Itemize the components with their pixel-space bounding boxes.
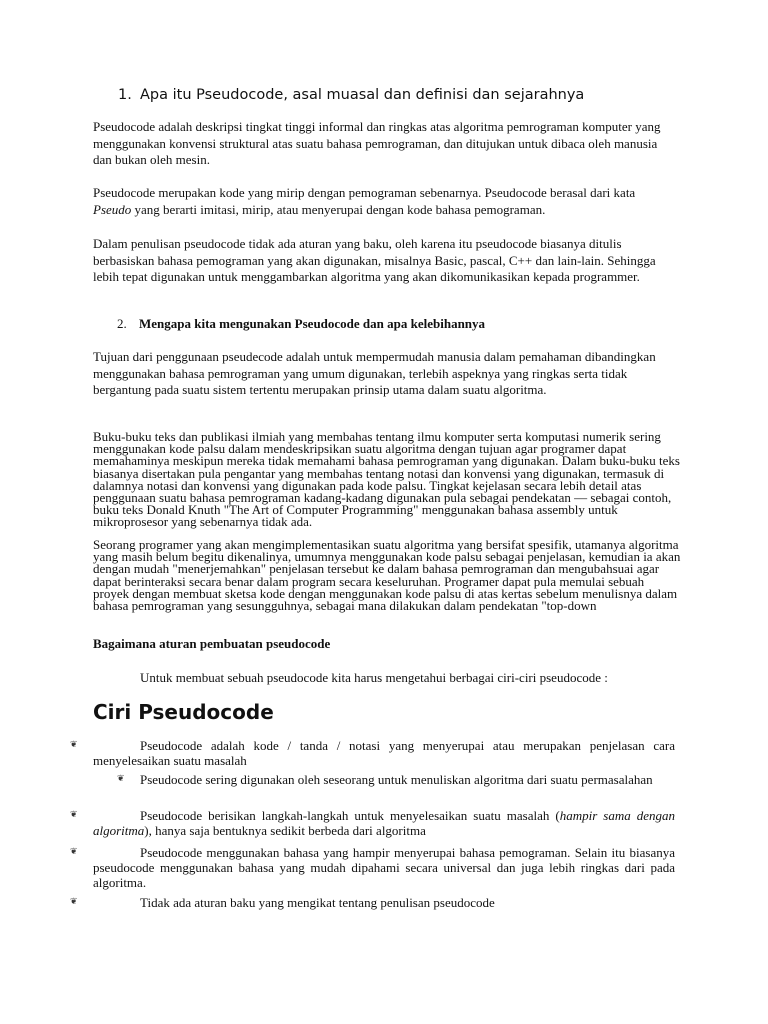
section-2-paragraph-1: Tujuan dari penggunaan pseudecode adalah untuk mempermudah manusia dalam pemahaman dibandingkan menggunakan bahasa pemrograman yang umum digunakan, terlebih aspeknya yang ringkas serta tidak bergantung pada suatu sistem tertentu merupakan prinsip utama dalam suatu algoritma.	[93, 349, 656, 397]
section-1-number: 1.	[118, 87, 132, 103]
section-1-paragraph-3: Dalam penulisan pseudocode tidak ada aturan yang baku, oleh karena itu pseudocode biasanya ditulis berbasiskan bahasa pemograman yang akan digunakan, misalnya Basic, pascal, C++ dan lain-lain. Sehingga lebih tepat digunakan untuk menggambarkan algoritma yang akan dikomunikasikan kepada programmer.	[93, 236, 656, 284]
ciri-heading: Ciri Pseudocode	[93, 700, 274, 724]
p2-emphasis: Pseudo	[93, 201, 132, 217]
section-2-paragraph-3: Seorang programer yang akan mengimplementasikan suatu algoritma yang bersifat spesifik, utamanya algoritma yang masih belum begitu dikenalinya, umumnya menggunakan kode palsu sebagai penjelasan, kemudian ia akan dengan mudah "menerjemahkan" penjelasan tersebut ke dalam bahasa pemrograman dan mengubahsuai agar dapat berinteraksi secara benar dalam program secara keseluruhan. Programer dapat pula memulai sebuah proyek dengan membuat sketsa kode dengan menggunakan kode palsu di atas kertas sebelum menulisnya dalam bahasa pemrograman yang sesungguhnya, sebagai mana dilakukan dalam pendekatan "top-down	[93, 537, 681, 614]
p2-text-end: yang berarti imitasi, mirip, atau menyerupai dengan kode bahasa pemograman.	[131, 201, 546, 217]
ciri-item-3	[93, 808, 675, 838]
ciri-item-5-text: Tidak ada aturan baku yang mengikat tentang penulisan pseudocode	[140, 895, 495, 910]
ciri-item-3-text-end: ), hanya saja bentuknya sedikit berbeda dari algoritma	[144, 823, 426, 838]
section-1-heading	[118, 87, 584, 103]
ciri-item-4	[93, 845, 675, 890]
ciri-item-3-text-start: Pseudocode berisikan langkah-langkah untuk menyelesaikan suatu masalah (	[140, 808, 560, 823]
section-1-title: Apa itu Pseudocode, asal muasal dan definisi dan sejarahnya	[140, 87, 585, 103]
p2-text-start: Pseudocode merupakan kode yang mirip dengan pemograman sebenarnya. Pseudocode berasal dari kata	[93, 185, 636, 200]
ciri-item-5	[93, 895, 675, 910]
section-3-intro: Untuk membuat sebuah pseudocode kita harus mengetahui berbagai ciri-ciri pseudocode :	[140, 670, 608, 685]
section-2-paragraph-2: Buku-buku teks dan publikasi ilmiah yang membahas tentang ilmu komputer serta komputasi numerik sering menggunakan kode palsu dalam mendeskripsikan suatu algoritma dengan tujuan agar programer dapat memahaminya meskipun mereka tidak memahami bahasa pemrograman yang digunakan. Dalam buku-buku teks biasanya disertakan pula pengantar yang membahas tentang notasi dan konvensi yang digunakan, termasuk di dalamnya notasi dan konvensi yang digunakan pada kode palsu. Tingkat kejelasan secara lebih detail atas penggunaan suatu bahasa pemrograman kadang-kadang digunakan pula sebagai pendekatan — sebagai contoh, buku teks Donald Knuth "The Art of Computer Programming" menggunakan bahasa assembly untuk mikroprosesor yang sebenarnya tidak ada.	[93, 429, 680, 530]
flower-bullet-icon: ❦	[70, 810, 78, 820]
section-1-paragraph-1: Pseudocode adalah deskripsi tingkat tinggi informal dan ringkas atas algoritma pemrograman komputer yang menggunakan konvensi struktural atas suatu bahasa pemrograman, dan ditujukan untuk dibaca oleh manusia dan bukan oleh mesin.	[93, 119, 661, 167]
ciri-item-1	[93, 738, 675, 768]
section-2-heading	[117, 316, 485, 332]
section-1-paragraph-2	[93, 185, 676, 218]
flower-bullet-icon: ❦	[117, 774, 125, 784]
ciri-item-4-text: Pseudocode menggunakan bahasa yang hampir menyerupai bahasa pemograman. Selain itu biasanya pseudocode menggunakan bahasa yang mudah dipahami secara universal dan juga lebih ringkas dari pada algoritma.	[93, 845, 675, 890]
section-2-title: Mengapa kita mengunakan Pseudocode dan apa kelebihannya	[139, 316, 486, 331]
ciri-item-3-emphasis: hampir sama dengan algoritma	[93, 808, 676, 838]
ciri-item-1-text: Pseudocode adalah kode / tanda / notasi yang menyerupai atau merupakan penjelasan cara menyelesaikan suatu masalah	[93, 738, 675, 768]
section-3-heading: Bagaimana aturan pembuatan pseudocode	[93, 636, 331, 651]
flower-bullet-icon: ❦	[70, 847, 78, 857]
section-2-number: 2.	[117, 316, 127, 331]
flower-bullet-icon: ❦	[70, 740, 78, 750]
flower-bullet-icon: ❦	[70, 897, 78, 907]
ciri-item-2: Pseudocode sering digunakan oleh seseorang untuk menuliskan algoritma dari suatu permasalahan	[140, 772, 653, 787]
